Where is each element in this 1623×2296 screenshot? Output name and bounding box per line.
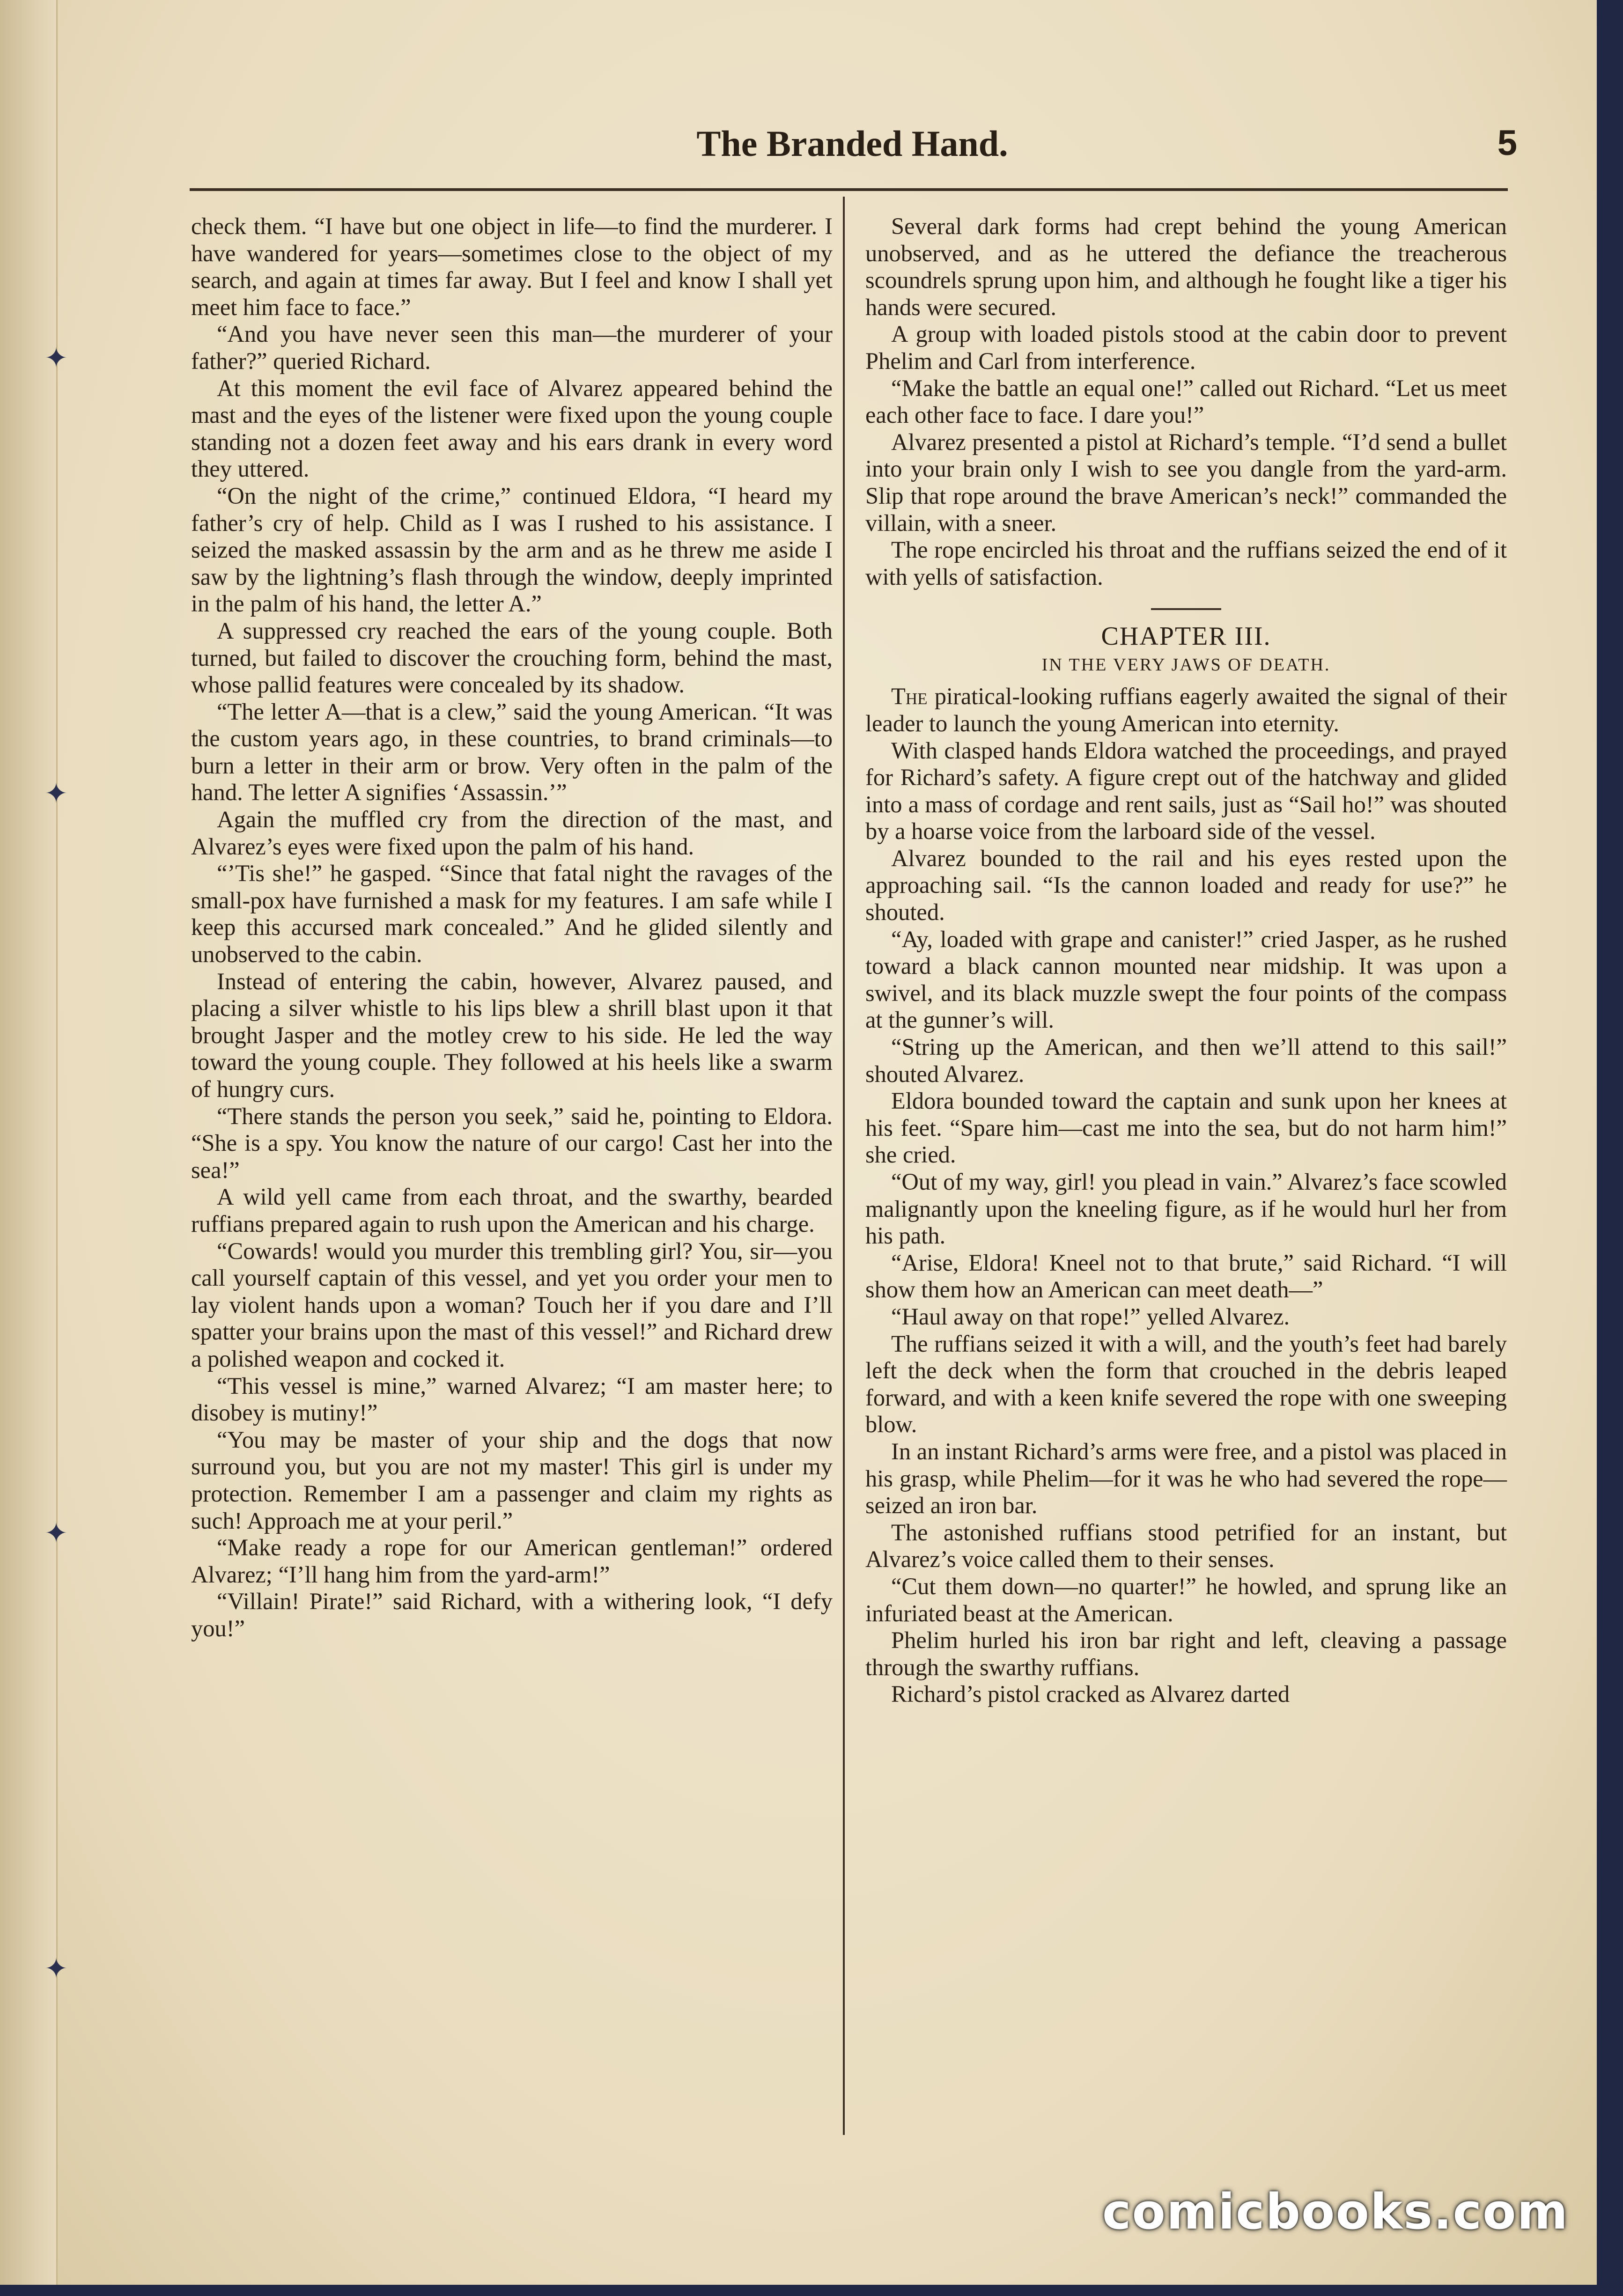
paragraph: At this moment the evil face of Alvarez appeared behind the mast and the eyes of the listener were fixed upon the young couple standing not a dozen feet away and his ears drank in every word they uttered. (191, 375, 833, 482)
paragraph: Again the muffled cry from the direction of the mast, and Alvarez’s eyes were fixed upon the palm of his hand. (191, 806, 833, 860)
paragraph: “’Tis she!” he gasped. “Since that fatal night the ravages of the small-pox have furnished a mask for my features. I am safe while I keep this accursed mark concealed.” And he glided silently and unobserved to the cabin. (191, 860, 833, 968)
chapter-opening-paragraph (865, 683, 1507, 737)
paragraph: “There stands the person you seek,” said he, pointing to Eldora. “She is a spy. You know the nature of our cargo! Cast her into the sea!” (191, 1103, 833, 1183)
paragraph: Several dark forms had crept behind the young American unobserved, and as he uttered the defiance the treacherous scoundrels sprung upon him, and although he fought like a tiger his hands were secured. (865, 213, 1507, 320)
paragraph: “Make the battle an equal one!” called out Richard. “Let us meet each other face to face. I dare you!” (865, 375, 1507, 428)
paragraph: “Make ready a rope for our American gentleman!” ordered Alvarez; “I’ll hang him from the yard-arm!” (191, 1534, 833, 1588)
right-column (865, 213, 1507, 1708)
paragraph: In an instant Richard’s arms were free, and a pistol was placed in his grasp, while Phelim—for it was he who had severed the rope—seized an iron bar. (865, 1438, 1507, 1519)
staple-icon: ✦ (44, 777, 68, 810)
staple-icon: ✦ (44, 1517, 68, 1550)
paragraph: Alvarez bounded to the rail and his eyes rested upon the approaching sail. “Is the cannon loaded and ready for use?” he shouted. (865, 845, 1507, 926)
paragraph: A group with loaded pistols stood at the cabin door to prevent Phelim and Carl from interference. (865, 321, 1507, 374)
paragraph: “Cut them down—no quarter!” he howled, and sprung like an infuriated beast at the American. (865, 1573, 1507, 1626)
watermark: comicbooks.com (1102, 2183, 1569, 2240)
chapter-subtitle: IN THE VERY JAWS OF DEATH. (1041, 655, 1331, 675)
chapter-heading (865, 608, 1507, 678)
paragraph: With clasped hands Eldora watched the proceedings, and prayed for Richard’s safety. A figure crept out of the hatchway and glided into a mass of cordage and rent sails, just as “Sail ho!” was shouted by a hoarse voice from the larboard side of the vessel. (865, 737, 1507, 845)
paragraph: The rope encircled his throat and the ruffians seized the end of it with yells of satisfaction. (865, 537, 1507, 590)
paragraph: A wild yell came from each throat, and the swarthy, bearded ruffians prepared again to rush upon the American and his charge. (191, 1184, 833, 1237)
paragraph: Alvarez presented a pistol at Richard’s temple. “I’d send a bullet into your brain only I wish to see you dangle from the yard-arm. Slip that rope around the brave American’s neck!” commanded the villain, with a sneer. (865, 428, 1507, 536)
paragraph: check them. “I have but one object in life—to find the murderer. I have wandered for years—sometimes close to the object of my search, and again at times far away. But I feel and know I shall yet meet him face to face.” (191, 213, 833, 320)
paragraph: “And you have never seen this man—the murderer of your father?” queried Richard. (191, 321, 833, 374)
chapter-rule (1151, 608, 1221, 610)
paragraph: “Haul away on that rope!” yelled Alvarez. (891, 1303, 1290, 1330)
paragraph: Instead of entering the cabin, however, Alvarez paused, and placing a silver whistle to his lips blew a shrill blast upon it that brought Jasper and the motley crew to his side. He led the way toward the young couple. They followed at his heels like a swarm of hungry curs. (191, 968, 833, 1102)
paragraph: The astonished ruffians stood petrified for an instant, but Alvarez’s voice called them to their senses. (865, 1519, 1507, 1573)
chapter-title: CHAPTER III. (1101, 622, 1271, 651)
paragraph: “Ay, loaded with grape and canister!” cried Jasper, as he rushed toward a black cannon mounted near midship. It was upon a swivel, and its black muzzle swept the four points of the compass at the gunner’s will. (865, 926, 1507, 1033)
paragraph: “The letter A—that is a clew,” said the young American. “It was the custom years ago, in these countries, to brand criminals—to burn a letter in their arm or brow. Very often in the palm of the hand. The letter A signifies ‘Assassin.’” (191, 698, 833, 806)
paragraph: “On the night of the crime,” continued Eldora, “I heard my father’s cry of help. Child as I was I rushed to his assistance. I seized the masked assassin by the arm and as he threw me aside I saw by the lightning’s flash through the window, deeply imprinted in the palm of his hand, the letter A.” (191, 482, 833, 617)
page-number: 5 (1497, 123, 1517, 163)
opening-word: The (891, 683, 928, 710)
paragraph: “Arise, Eldora! Kneel not to that brute,” said Richard. “I will show them how an American can meet death—” (865, 1249, 1507, 1303)
staple-icon: ✦ (44, 342, 68, 375)
header-rule (190, 188, 1508, 191)
paragraph: Eldora bounded toward the captain and sunk upon her knees at his feet. “Spare him—cast me into the sea, but do not harm him!” she cried. (865, 1088, 1507, 1168)
paragraph: “Out of my way, girl! you plead in vain.” Alvarez’s face scowled malignantly upon the kneeling figure, as if he would hurl her from his path. (865, 1169, 1507, 1249)
paragraph: “Cowards! would you murder this trembling girl? You, sir—you call yourself captain of this vessel, and yet you order your men to lay violent hands upon a woman? Touch her if you dare and I’ll spatter your brains upon the mast of this vessel!” and Richard drew a polished weapon and cocked it. (191, 1237, 833, 1372)
column-divider (843, 197, 845, 2135)
staple-icon: ✦ (44, 1952, 68, 1985)
opening-text: piratical-looking ruffians eagerly awaited the signal of their leader to launch the young American into eternity. (865, 683, 1507, 736)
paragraph: Richard’s pistol cracked as Alvarez darted (891, 1681, 1290, 1707)
paragraph: “You may be master of your ship and the dogs that now surround you, but you are not my master! This girl is under my protection. Remember I am a passenger and claim my rights as such! Approach me at your peril.” (191, 1426, 833, 1534)
page-header (187, 123, 1517, 174)
paragraph: “This vessel is mine,” warned Alvarez; “I am master here; to disobey is mutiny!” (191, 1372, 833, 1426)
paragraph: “String up the American, and then we’ll attend to this sail!” shouted Alvarez. (865, 1034, 1507, 1087)
paragraph: A suppressed cry reached the ears of the young couple. Both turned, but failed to discover the crouching form, behind the mast, whose pallid features were concealed by its shadow. (191, 617, 833, 698)
paragraph: Phelim hurled his iron bar right and left, cleaving a passage through the swarthy ruffians. (865, 1627, 1507, 1680)
paragraph: “Villain! Pirate!” said Richard, with a withering look, “I defy you!” (191, 1588, 833, 1641)
paragraph: The ruffians seized it with a will, and the youth’s feet had barely left the deck when the form that crouched in the debris leaped forward, and with a keen knife severed the rope with one sweeping blow. (865, 1330, 1507, 1438)
running-title: The Branded Hand. (696, 123, 1008, 164)
left-column (191, 213, 833, 1642)
